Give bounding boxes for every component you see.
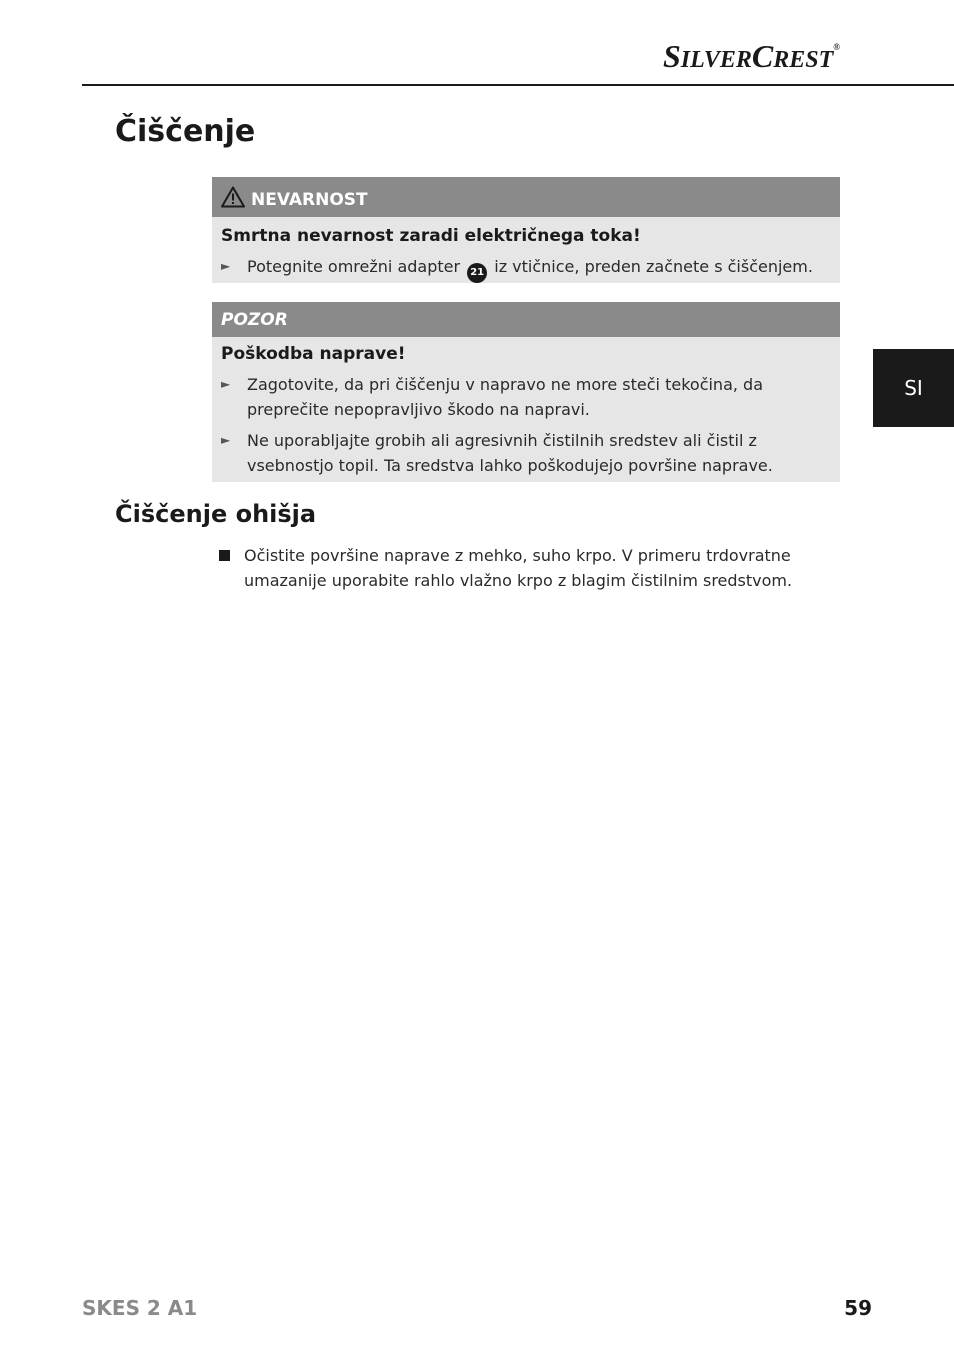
caution-item-text: Ne uporabljajte grobih ali agresivnih čistilnih sredstev ali čistil z vsebnostjo topil. Ta sredstva lahko poškodujejo površine naprave. [247,431,773,475]
triangle-right-icon: ► [221,433,231,447]
brand-letter-c: C [751,38,774,74]
danger-body [212,217,840,283]
triangle-right-icon: ► [221,377,231,391]
warning-triangle-icon [221,186,245,208]
cleaning-instruction-text: Očistite površine naprave z mehko, suho krpo. V primeru trdovratne umazanije uporabite rahlo vlažno krpo z blagim čistilnim sredstvom. [244,546,793,590]
brand-text-rest: REST [773,47,834,73]
cleaning-instruction [219,543,841,593]
caution-header [212,302,840,337]
danger-item-after: iz vtičnice, preden začnete s čiščenjem. [494,257,813,276]
brand-text-ilver: ILVER [680,47,752,73]
danger-item-text [247,254,830,283]
danger-subtitle: Smrtna nevarnost zaradi električnega toka! [221,226,641,246]
danger-item-before: Potegnite omrežni adapter [247,257,461,276]
page-number: 59 [844,1296,872,1320]
header-rule [82,84,954,86]
danger-box [212,177,840,283]
danger-label: NEVARNOST [251,190,368,210]
language-tab-label: SI [904,376,923,400]
square-bullet-icon [219,550,230,561]
brand-logo [663,40,840,72]
page-title: Čiščenje [115,114,256,149]
caution-item-text: Zagotovite, da pri čiščenju v napravo ne more steči tekočina, da preprečite nepopravljivo škodo na napravi. [247,375,764,419]
footer-model: SKES 2 A1 [82,1296,198,1320]
caution-item [221,428,830,478]
triangle-right-icon: ► [221,259,231,273]
registered-mark: ® [833,42,840,52]
caution-label: POZOR [221,309,288,330]
caution-body [212,337,840,478]
caution-subtitle: Poškodba naprave! [221,344,406,364]
language-tab [873,349,954,427]
section-title: Čiščenje ohišja [115,500,317,528]
danger-header [212,177,840,217]
caution-box [212,302,840,482]
part-ref-badge: 21 [467,263,487,283]
caution-item [221,372,830,422]
brand-letter-s: S [662,38,681,74]
danger-item [221,254,830,283]
